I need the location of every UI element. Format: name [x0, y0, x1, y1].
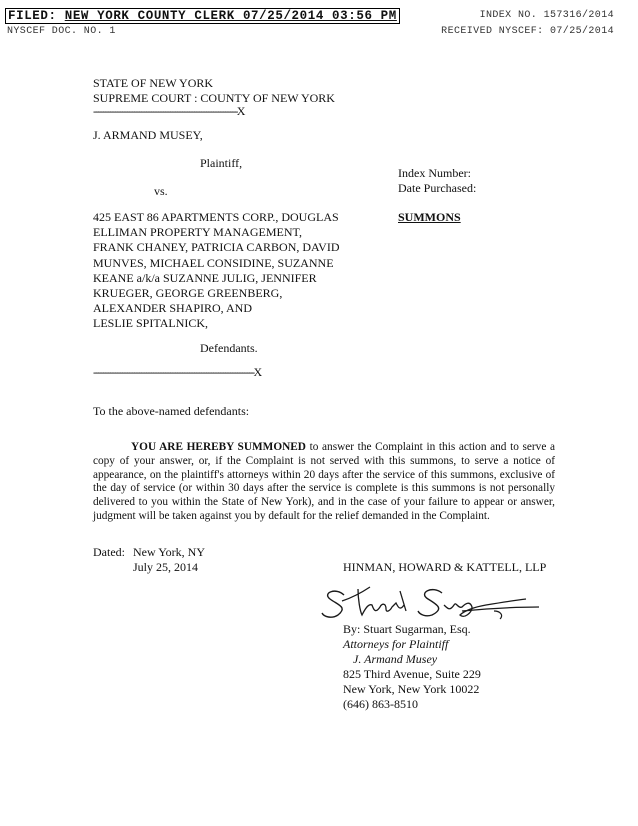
filed-prefix: FILED:: [8, 9, 57, 23]
defendants-role: Defendants.: [200, 341, 258, 355]
firm-phone: (646) 863-8510: [343, 697, 418, 711]
defendants-list: [93, 210, 340, 332]
client-name: J. Armand Musey: [353, 652, 438, 666]
signature-drawing: [314, 581, 539, 623]
signature: [314, 581, 539, 623]
filed-stamp: [5, 8, 400, 24]
index-number-stamp: INDEX NO. 157316/2014: [479, 10, 614, 21]
firm-address-line1: 825 Third Avenue, Suite 229: [343, 667, 481, 681]
date-purchased-label: Date Purchased:: [398, 181, 477, 195]
defendants-line: KRUEGER, GEORGE GREENBERG,: [93, 286, 283, 301]
summons-text: to answer the Complaint in this action and to serve a copy of your answer, or, if the Complaint is not served with this summons, to serve a notice of appearance, on the plaintiff's attorneys within 20 days after the service of this summons, exclusive of the day of service (or within 30 days after the service is complete is this summons is not personally delivered to you within the State of New York), and in the case of your failure to appear or answer, judgment will be taken against you by default for the relief demanded in the Complaint.: [93, 441, 555, 522]
caption-divider-top: ------------------------------------------------------------X: [93, 104, 244, 118]
dated-place: New York, NY: [133, 545, 206, 559]
document-title: SUMMONS: [398, 210, 461, 224]
summons-emphasis: YOU ARE HEREBY SUMMONED: [131, 441, 306, 453]
firm-name: HINMAN, HOWARD & KATTELL, LLP: [343, 560, 547, 574]
defendants-line: 425 EAST 86 APARTMENTS CORP., DOUGLAS: [93, 210, 339, 224]
salutation: To the above-named defendants:: [93, 404, 250, 418]
defendants-line: FRANK CHANEY, PATRICIA CARBON, DAVID: [93, 240, 340, 255]
plaintiff-role: Plaintiff,: [200, 156, 243, 170]
defendants-line: ALEXANDER SHAPIRO, AND: [93, 301, 253, 316]
firm-address-line2: New York, New York 10022: [343, 682, 480, 696]
plaintiff-name: J. ARMAND MUSEY,: [93, 128, 203, 142]
received-stamp: RECEIVED NYSCEF: 07/25/2014: [441, 26, 614, 37]
court-line: SUPREME COURT : COUNTY OF NEW YORK: [93, 91, 335, 105]
caption-divider-bottom: -------------------------------------------------------------------X: [93, 365, 261, 379]
index-number-label: Index Number:: [398, 166, 471, 180]
filed-details: NEW YORK COUNTY CLERK 07/25/2014 03:56 PM: [64, 9, 397, 23]
defendants-line: KEANE a/k/a SUZANNE JULIG, JENNIFER: [93, 270, 317, 285]
dated-label: Dated:: [93, 545, 125, 559]
state-line: STATE OF NEW YORK: [93, 76, 214, 90]
summons-paragraph: [93, 441, 555, 524]
defendants-line: LESLIE SPITALNICK,: [93, 316, 209, 331]
dated-date: July 25, 2014: [133, 560, 199, 574]
nyscef-doc-number: NYSCEF DOC. NO. 1: [7, 26, 116, 37]
signature-by-line: By: Stuart Sugarman, Esq.: [343, 622, 471, 636]
defendants-line: ELLIMAN PROPERTY MANAGEMENT,: [93, 225, 302, 240]
attorneys-for: Attorneys for Plaintiff: [343, 637, 449, 651]
defendants-line: MUNVES, MICHAEL CONSIDINE, SUZANNE: [93, 255, 334, 270]
versus-label: vs.: [154, 184, 168, 198]
